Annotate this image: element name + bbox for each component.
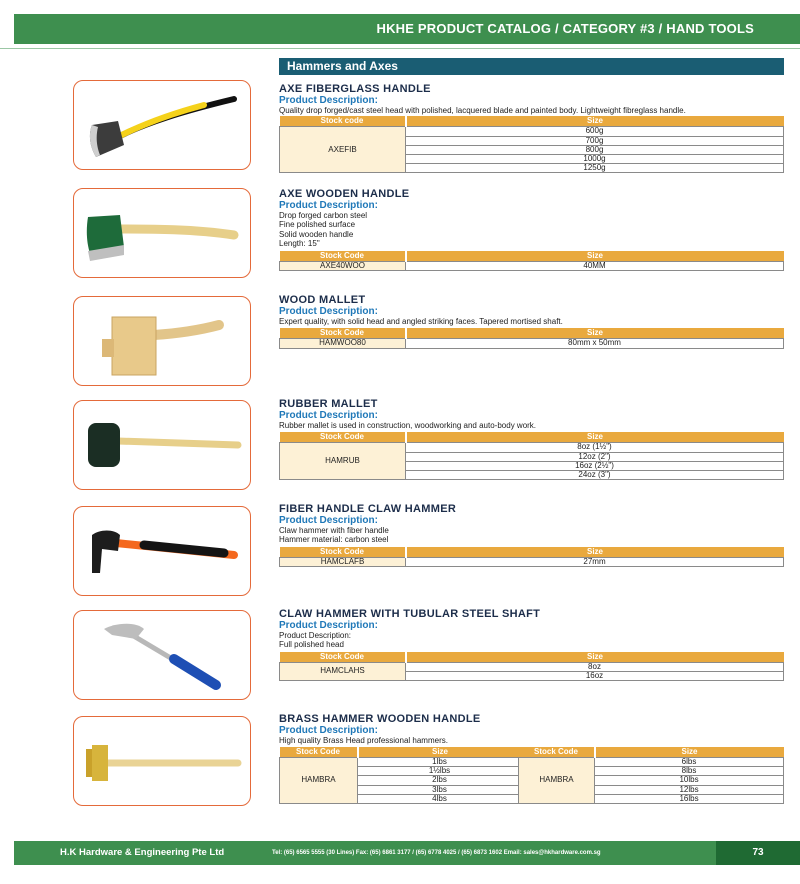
size-cell: 1000g bbox=[406, 154, 784, 163]
column-header-stock-code: Stock Code bbox=[280, 652, 406, 663]
spec-table bbox=[279, 328, 784, 348]
column-header-size: Size bbox=[358, 747, 522, 758]
wood-mallet-photo bbox=[73, 296, 251, 386]
rubber-mallet-photo bbox=[73, 400, 251, 490]
size-cell: 800g bbox=[406, 145, 784, 154]
size-cell: 3lbs bbox=[358, 785, 522, 794]
size-cell: 600g bbox=[406, 127, 784, 136]
page-number: 73 bbox=[716, 841, 800, 865]
page-header-title: HKHE PRODUCT CATALOG / CATEGORY #3 / HAND TOOLS bbox=[376, 21, 754, 36]
size-cell: 80mm x 50mm bbox=[406, 339, 784, 348]
size-cell: 16lbs bbox=[595, 794, 784, 803]
size-cell: 27mm bbox=[406, 557, 784, 566]
axe-fiberglass-icon bbox=[74, 81, 251, 170]
product-title: AXE WOODEN HANDLE bbox=[279, 188, 410, 200]
table-row bbox=[519, 758, 784, 767]
stock-code-cell: AXE40WOO bbox=[280, 262, 406, 271]
product-desc-label: Product Description: bbox=[279, 515, 378, 526]
column-header-size: Size bbox=[406, 547, 784, 558]
table-row bbox=[280, 443, 784, 452]
product-brass-hammer bbox=[279, 713, 784, 745]
size-cell: 4lbs bbox=[358, 794, 522, 803]
spec-table-left bbox=[279, 746, 522, 804]
spec-table bbox=[279, 547, 784, 567]
brass-hammer-photo bbox=[73, 716, 251, 806]
product-desc-label: Product Description: bbox=[279, 200, 378, 211]
column-header-size: Size bbox=[406, 652, 784, 663]
column-header-size: Size bbox=[406, 432, 784, 443]
product-title: BRASS HAMMER WOODEN HANDLE bbox=[279, 713, 481, 725]
product-description-line: Hammer material: carbon steel bbox=[279, 535, 389, 545]
product-description-line: Claw hammer with fiber handle bbox=[279, 526, 389, 535]
size-cell: 12lbs bbox=[595, 785, 784, 794]
product-desc-label: Product Description: bbox=[279, 725, 378, 736]
stock-code-cell: AXEFIB bbox=[280, 127, 406, 173]
category-bar bbox=[279, 58, 784, 75]
spec-table bbox=[279, 747, 522, 804]
spec-table-right bbox=[518, 746, 784, 804]
spec-table bbox=[279, 432, 784, 480]
claw-hammer-fiber-icon bbox=[74, 507, 251, 596]
column-header-stock-code: Stock Code bbox=[280, 251, 406, 262]
stock-code-cell: HAMCLAFB bbox=[280, 557, 406, 566]
table-row bbox=[280, 127, 784, 136]
size-cell: 8oz (1½") bbox=[406, 443, 784, 452]
size-cell: 1lbs bbox=[358, 758, 522, 767]
spec-table bbox=[279, 116, 784, 173]
claw-hammer-steel-photo bbox=[73, 610, 251, 700]
size-cell: 700g bbox=[406, 136, 784, 145]
product-title: RUBBER MALLET bbox=[279, 398, 378, 410]
product-axe-fiberglass bbox=[279, 83, 784, 173]
size-cell: 16oz (2½") bbox=[406, 461, 784, 470]
product-description: High quality Brass Head professional hammers. bbox=[279, 736, 448, 745]
column-header-size: Size bbox=[406, 328, 784, 339]
product-title: CLAW HAMMER WITH TUBULAR STEEL SHAFT bbox=[279, 608, 541, 620]
product-title: WOOD MALLET bbox=[279, 294, 366, 306]
product-rubber-mallet bbox=[279, 398, 784, 480]
stock-code-cell: HAMCLAHS bbox=[280, 662, 406, 680]
product-description-line: Drop forged carbon steel bbox=[279, 211, 368, 220]
product-description: Rubber mallet is used in construction, woodworking and auto-body work. bbox=[279, 421, 537, 430]
rubber-mallet-icon bbox=[74, 401, 251, 490]
claw-hammer-fiber-photo bbox=[73, 506, 251, 596]
spec-table bbox=[279, 251, 784, 271]
header-bar bbox=[14, 14, 800, 44]
column-header-size: Size bbox=[595, 747, 784, 758]
product-description: Quality drop forged/cast steel head with polished, lacquered blade and painted body. Lightweight fibreglass handle. bbox=[279, 106, 686, 115]
table-row bbox=[280, 758, 522, 767]
wood-mallet-icon bbox=[74, 297, 251, 386]
axe-fiberglass-photo bbox=[73, 80, 251, 170]
brass-hammer-icon bbox=[74, 717, 251, 806]
size-cell: 16oz bbox=[406, 671, 784, 680]
product-desc-label: Product Description: bbox=[279, 306, 378, 317]
column-header-stock-code: Stock Code bbox=[280, 547, 406, 558]
product-description-line: Solid wooden handle bbox=[279, 229, 354, 239]
column-header-stock-code: Stock Code bbox=[280, 432, 406, 443]
header-divider bbox=[0, 48, 800, 49]
product-description-line: Length: 15" bbox=[279, 238, 320, 248]
product-description-line: Fine polished surface bbox=[279, 220, 356, 230]
axe-wooden-icon bbox=[74, 189, 251, 278]
spec-table bbox=[279, 652, 784, 681]
size-cell: 6lbs bbox=[595, 758, 784, 767]
size-cell: 1250g bbox=[406, 164, 784, 173]
product-wood-mallet bbox=[279, 294, 784, 349]
table-row bbox=[280, 557, 784, 566]
product-title: FIBER HANDLE CLAW HAMMER bbox=[279, 503, 457, 515]
product-desc-label: Product Description: bbox=[279, 620, 378, 631]
column-header-stock-code: Stock Code bbox=[280, 747, 358, 758]
product-description-line: Full polished head bbox=[279, 640, 344, 650]
table-row bbox=[280, 662, 784, 671]
column-header-stock-code: Stock code bbox=[280, 116, 406, 127]
footer-company-name: H.K Hardware & Engineering Pte Ltd bbox=[60, 847, 225, 858]
stock-code-cell: HAMRUB bbox=[280, 443, 406, 480]
product-axe-wooden bbox=[279, 188, 784, 271]
footer-bar bbox=[14, 841, 800, 865]
size-cell: 8oz bbox=[406, 662, 784, 671]
product-desc-label: Product Description: bbox=[279, 410, 378, 421]
footer-contact-info: Tel: (65) 6565 5555 (30 Lines) Fax: (65) 6861 3177 / (65) 6778 4025 / (65) 6873 1602 Email: sales@hkhardware.com.sg bbox=[272, 850, 601, 856]
spec-table bbox=[518, 747, 784, 804]
column-header-size: Size bbox=[406, 251, 784, 262]
product-description: Expert quality, with solid head and angled striking faces. Tapered mortised shaft. bbox=[279, 317, 563, 326]
stock-code-cell: HAMBRA bbox=[519, 758, 595, 804]
product-claw-hammer-fiber bbox=[279, 503, 784, 567]
column-header-stock-code: Stock Code bbox=[280, 328, 406, 339]
size-cell: 8lbs bbox=[595, 767, 784, 776]
product-title: AXE FIBERGLASS HANDLE bbox=[279, 83, 431, 95]
size-cell: 40MM bbox=[406, 262, 784, 271]
category-title: Hammers and Axes bbox=[287, 59, 398, 73]
table-row bbox=[280, 262, 784, 271]
size-cell: 10lbs bbox=[595, 776, 784, 785]
stock-code-cell: HAMBRA bbox=[280, 758, 358, 804]
product-description-line: Product Description: bbox=[279, 631, 352, 640]
claw-hammer-steel-icon bbox=[74, 611, 251, 700]
stock-code-cell: HAMWOO80 bbox=[280, 339, 406, 348]
axe-wooden-photo bbox=[73, 188, 251, 278]
product-desc-label: Product Description: bbox=[279, 95, 378, 106]
product-claw-hammer-steel bbox=[279, 608, 784, 681]
column-header-stock-code: Stock Code bbox=[519, 747, 595, 758]
column-header-size: Size bbox=[406, 116, 784, 127]
size-cell: 12oz (2") bbox=[406, 452, 784, 461]
table-row bbox=[280, 339, 784, 348]
size-cell: 2lbs bbox=[358, 776, 522, 785]
size-cell: 1½lbs bbox=[358, 767, 522, 776]
size-cell: 24oz (3") bbox=[406, 470, 784, 479]
